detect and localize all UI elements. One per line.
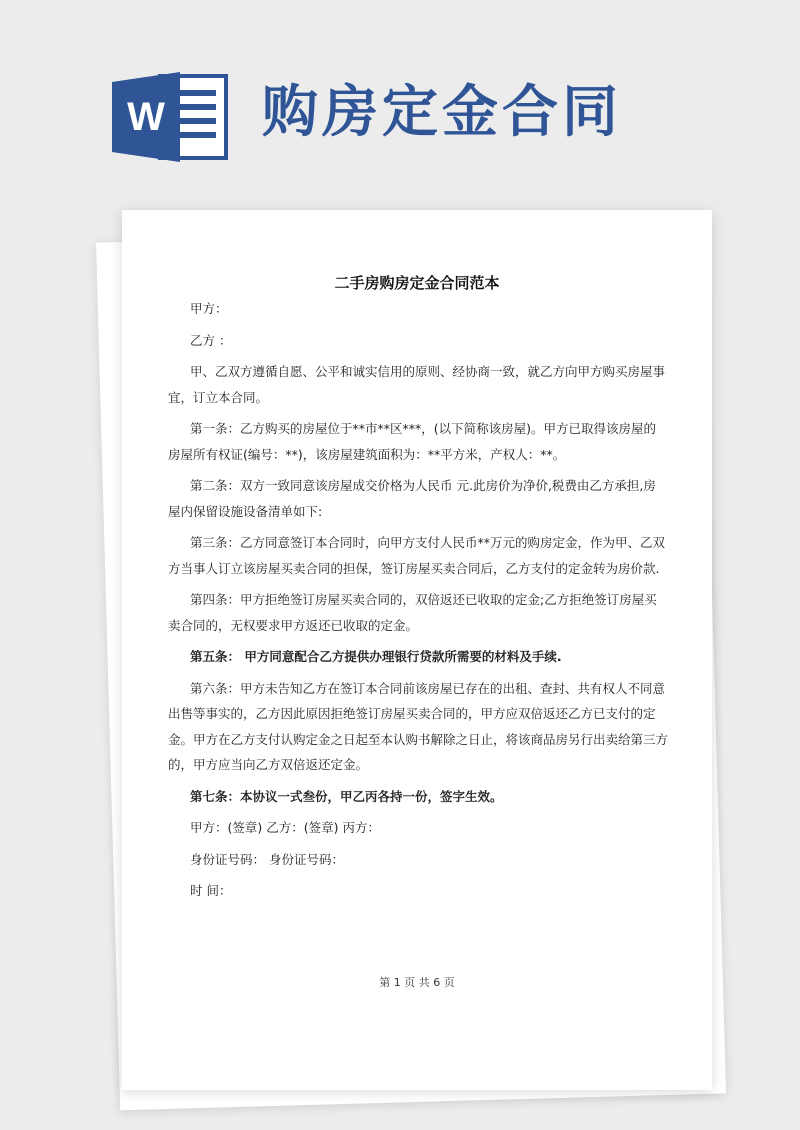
paragraph: 时 间： <box>190 883 232 898</box>
paragraph: 身份证号码： 身份证号码： <box>190 851 344 867</box>
paragraph: 第六条：甲方未告知乙方在签订本合同前该房屋已存在的出租、查封、共有权人不同意出售等事实的，乙方因此原因拒绝签订房屋买卖合同的，甲方应双倍返还乙方已支付的定金。甲方在乙方支付认购定金之日起至本认购书解除之日止，将该商品房另行出卖给第三方的，甲方应当向乙方双倍返还定金。 <box>168 680 669 772</box>
paragraph: 甲方： <box>190 301 228 316</box>
document-title: 二手房购房定金合同范本 <box>334 274 500 292</box>
page-header <box>0 0 800 200</box>
paragraph: 第二条：双方一致同意该房屋成交价格为人民币 元.此房价为净价,税费由乙方承担,房屋内保留设施设备清单如下: <box>168 478 656 519</box>
word-icon-letter: W <box>127 95 165 139</box>
document-page <box>122 210 712 1090</box>
document-body <box>168 296 668 910</box>
paragraph: 乙方 ： <box>190 332 232 348</box>
paragraph: 第四条：甲方拒绝签订房屋买卖合同的，双倍返还已收取的定金;乙方拒绝签订房屋买卖合同的，无权要求甲方返还已收取的定金。 <box>168 592 657 633</box>
paragraph: 甲方：(签章) 乙方：(签章) 丙方： <box>190 820 380 835</box>
page-number-footer: 第 1 页 共 6 页 <box>379 976 455 989</box>
paragraph: 甲、乙双方遵循自愿、公平和诚实信用的原则、经协商一致，就乙方向甲方购买房屋事宜，订立本合同。 <box>168 364 666 405</box>
page-title: 购房定金合同 <box>262 80 622 145</box>
paragraph: 第一条：乙方购买的房屋位于**市**区***，(以下简称该房屋)。甲方已取得该房屋的房屋所有权证(编号：**)，该房屋建筑面积为：**平方米，产权人：**。 <box>168 421 657 462</box>
paragraph: 第三条：乙方同意签订本合同时，向甲方支付人民币**万元的购房定金，作为甲、乙双方当事人订立该房屋买卖合同的担保，签订房屋买卖合同后，乙方支付的定金转为房价款. <box>168 535 666 576</box>
paragraph: 第七条：本协议一式叁份，甲乙丙各持一份，签字生效。 <box>190 788 503 804</box>
paragraph: 第五条： 甲方同意配合乙方提供办理银行贷款所需要的材料及手续. <box>190 649 562 664</box>
word-document-icon <box>112 72 232 162</box>
